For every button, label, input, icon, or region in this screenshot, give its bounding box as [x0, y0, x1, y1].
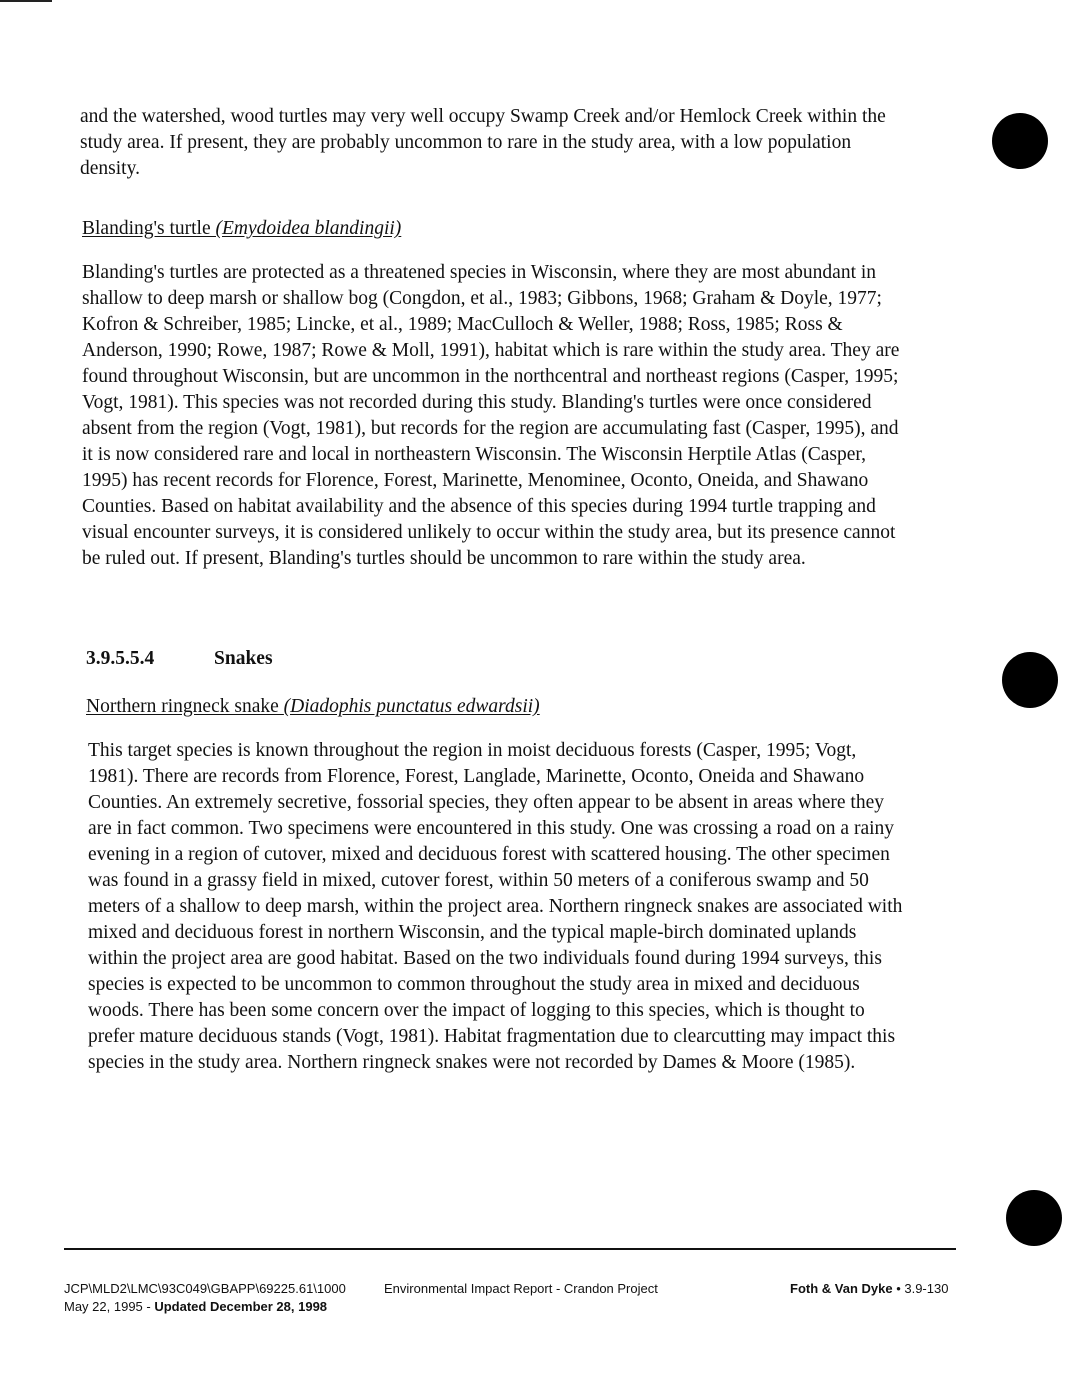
section-title: Snakes: [214, 648, 273, 669]
top-edge-rule: [0, 0, 52, 2]
footer-rule: [64, 1248, 956, 1250]
ringneck-snake-heading: [86, 694, 540, 720]
binder-hole-icon: [1006, 1190, 1062, 1246]
section-heading: [86, 646, 273, 672]
footer-updated-date: Updated December 28, 1998: [154, 1299, 328, 1314]
footer-right: [790, 1280, 948, 1298]
continued-paragraph-block: [80, 104, 910, 182]
ringneck-scientific-name: (Diadophis punctatus edwardsii): [283, 696, 540, 717]
footer-report-title: Environmental Impact Report - Crandon Project: [384, 1281, 658, 1296]
footer-file-path: JCP\MLD2\LMC\93C049\GBAPP\69225.61\1000: [64, 1281, 346, 1296]
footer-company: Foth & Van Dyke: [790, 1281, 893, 1296]
blandings-common-name: Blanding's turtle: [82, 218, 216, 239]
section-number: 3.9.5.5.4: [86, 648, 155, 669]
footer-page-number: • 3.9-130: [892, 1281, 949, 1296]
binder-hole-icon: [992, 113, 1048, 169]
binder-hole-icon: [1002, 652, 1058, 708]
ringneck-paragraph: This target species is known throughout the region in moist deciduous forests (Casper, 1995; Vogt, 1981). There are records from Florence, Forest, Langlade, Marinette, Oconto, Oneida and Shawano Counties. An extremely secretive, fossorial species, they often appear to be absent in areas where they are in fact common. Two specimens were encountered in this study. One was crossing a road on a rainy evening in a region of cutover, mixed and deciduous forest with scattered housing. The other specimen was found in a grassy field in mixed, cutover forest, within 50 meters of a coniferous swamp and 50 meters of a shallow to deep marsh, within the project area. Northern ringneck snakes are associated with mixed and deciduous forest in northern Wisconsin, and the typical maple-birch dominated uplands within the project area are good habitat. Based on the two individuals found during 1994 surveys, this species is expected to be uncommon to common throughout the study area in mixed and deciduous woods. There has been some concern over the impact of logging to this species, which is thought to prefer mature deciduous stands (Vogt, 1981). Habitat fragmentation due to clearcutting may impact this species in the study area. Northern ringneck snakes were not recorded by Dames & Moore (1985).: [88, 740, 903, 1073]
blandings-turtle-heading: [82, 216, 401, 242]
blandings-paragraph: Blanding's turtles are protected as a threatened species in Wisconsin, where they are most abundant in shallow to deep marsh or shallow bog (Congdon, et al., 1983; Gibbons, 1968; Graham & Doyle, 1977; Kofron & Schreiber, 1985; Lincke, et al., 1989; MacCulloch & Weller, 1988; Ross, 1985; Ross & Anderson, 1990; Rowe, 1987; Rowe & Moll, 1991), habitat which is rare within the study area. They are found throughout Wisconsin, but are uncommon in the northcentral and northeast regions (Casper, 1995; Vogt, 1981). This species was not recorded during this study. Blanding's turtles were once considered absent from the region (Vogt, 1981), but records for the region are accumulating fast (Casper, 1995), and it is now considered rare and local in northeastern Wisconsin. The Wisconsin Herptile Atlas (Casper, 1995) has recent records for Florence, Forest, Marinette, Menominee, Oconto, Oneida, and Shawano Counties. Based on habitat availability and the absence of this species during 1994 turtle trapping and visual encounter surveys, it is considered unlikely to occur within the study area, but its presence cannot be ruled out. If present, Blanding's turtles should be uncommon to rare within the study area.: [82, 262, 900, 569]
footer-date: May 22, 1995 -: [64, 1299, 155, 1314]
footer-left: [64, 1280, 346, 1316]
blandings-paragraph-block: [82, 260, 910, 572]
ringneck-paragraph-block: [88, 738, 910, 1076]
ringneck-common-name: Northern ringneck snake: [86, 696, 284, 717]
blandings-scientific-name: (Emydoidea blandingii): [215, 218, 402, 239]
continued-paragraph: and the watershed, wood turtles may very well occupy Swamp Creek and/or Hemlock Creek within the study area. If present, they are probably uncommon to rare in the study area, with a low population density.: [80, 106, 886, 179]
footer-dates: [64, 1298, 346, 1316]
